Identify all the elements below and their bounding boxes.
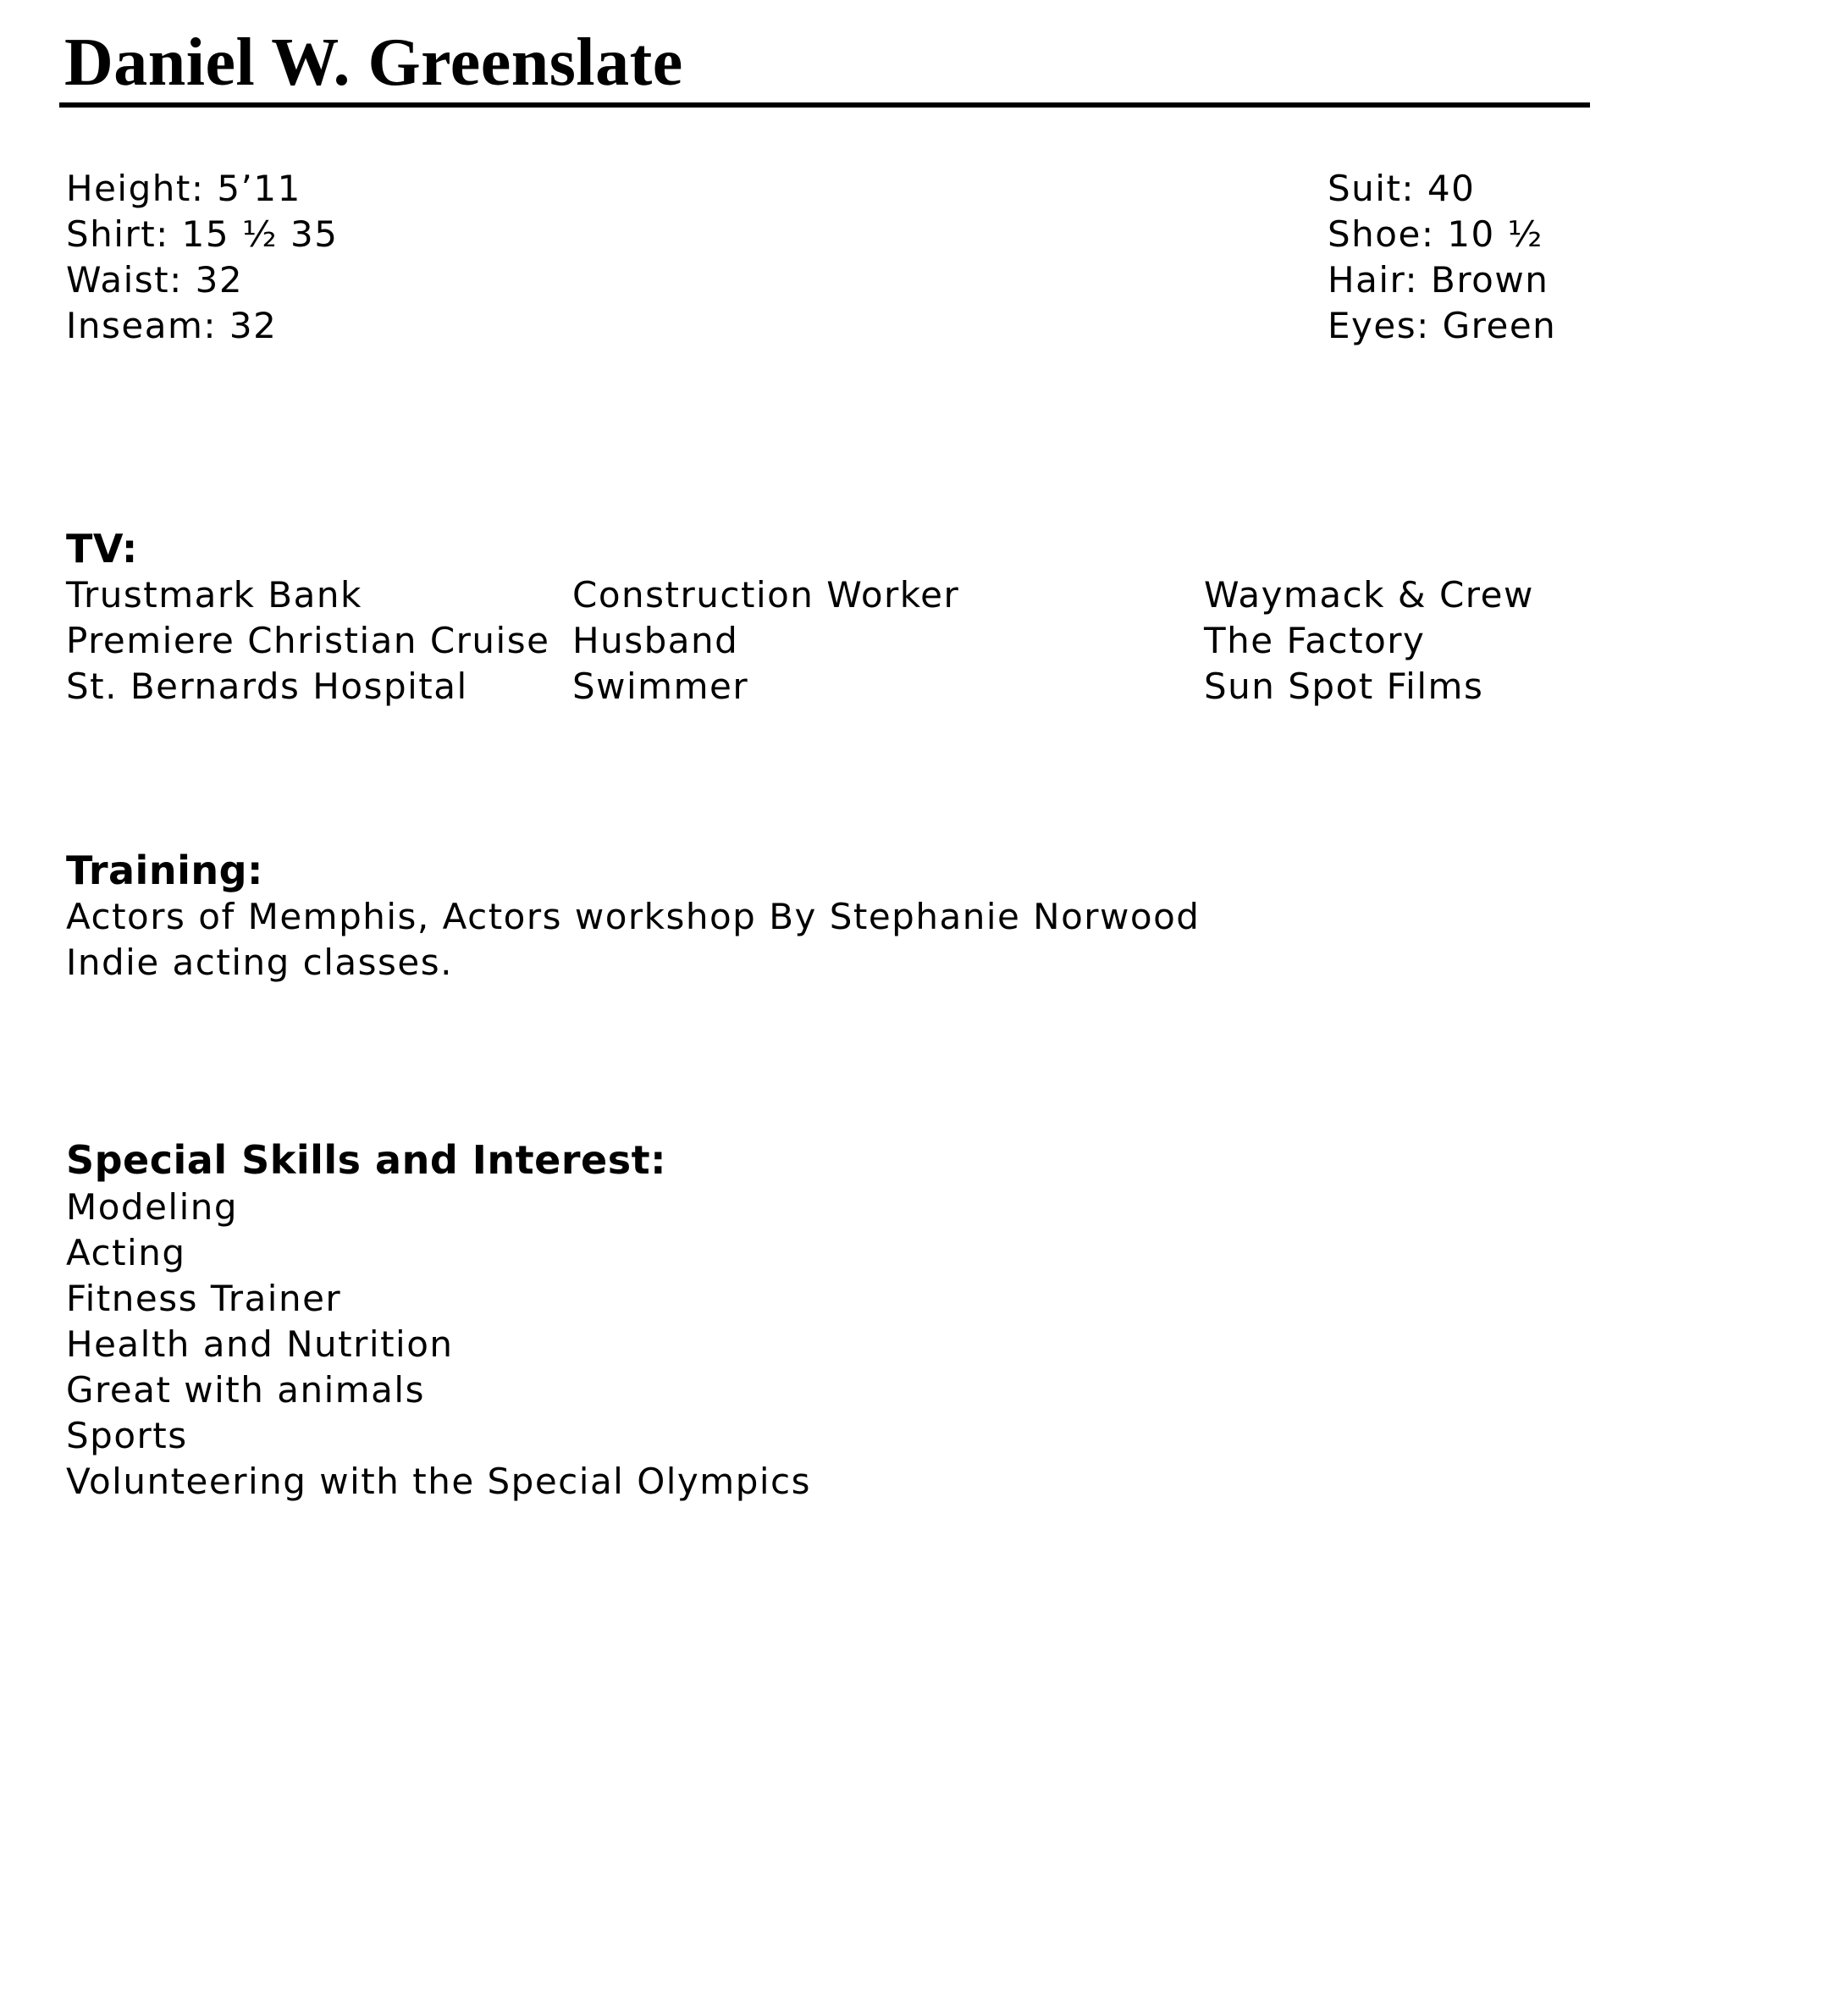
- stat-eyes: Eyes: Green: [1328, 305, 1557, 346]
- skills-list: [66, 1185, 811, 1505]
- header-divider: [59, 102, 1590, 108]
- skill-item: Sports: [66, 1415, 188, 1456]
- training-heading: Training:: [66, 848, 263, 893]
- stat-waist: Waist: 32: [66, 259, 244, 301]
- tv-credit-row: [66, 572, 1675, 618]
- stat-suit: Suit: 40: [1328, 168, 1476, 209]
- skill-item: Volunteering with the Special Olympics: [66, 1461, 811, 1502]
- resume-name: Daniel W. Greenslate: [64, 25, 683, 100]
- tv-credit-role: Husband: [572, 620, 739, 661]
- tv-credit-role: Swimmer: [572, 666, 749, 707]
- skill-item: Fitness Trainer: [66, 1278, 342, 1319]
- stat-hair: Hair: Brown: [1328, 259, 1549, 301]
- stat-shirt: Shirt: 15 ½ 35: [66, 213, 339, 255]
- skills-heading: Special Skills and Interest:: [66, 1137, 666, 1183]
- measurements-left: [66, 166, 338, 349]
- tv-credit-company: The Factory: [1204, 620, 1426, 661]
- stat-height: Height: 5’11: [66, 168, 301, 209]
- measurements-right: [1328, 166, 1556, 349]
- tv-credits-table: [66, 572, 1675, 710]
- tv-credit-row: [66, 664, 1675, 710]
- training-list: [66, 894, 1200, 986]
- tv-heading: TV:: [66, 526, 138, 572]
- skill-item: Great with animals: [66, 1369, 425, 1411]
- stat-inseam: Inseam: 32: [66, 305, 278, 346]
- tv-credit-project: St. Bernards Hospital: [66, 666, 468, 707]
- tv-credit-company: Sun Spot Films: [1204, 666, 1484, 707]
- tv-credit-company: Waymack & Crew: [1204, 574, 1534, 616]
- skill-item: Health and Nutrition: [66, 1323, 454, 1365]
- tv-credit-project: Trustmark Bank: [66, 574, 362, 616]
- stat-shoe: Shoe: 10 ½: [1328, 213, 1543, 255]
- skill-item: Modeling: [66, 1186, 239, 1228]
- training-line: Indie acting classes.: [66, 942, 453, 983]
- training-line: Actors of Memphis, Actors workshop By Stephanie Norwood: [66, 896, 1201, 937]
- skill-item: Acting: [66, 1232, 186, 1273]
- tv-credit-role: Construction Worker: [572, 574, 960, 616]
- tv-credit-row: [66, 618, 1675, 664]
- tv-credit-project: Premiere Christian Cruise: [66, 620, 550, 661]
